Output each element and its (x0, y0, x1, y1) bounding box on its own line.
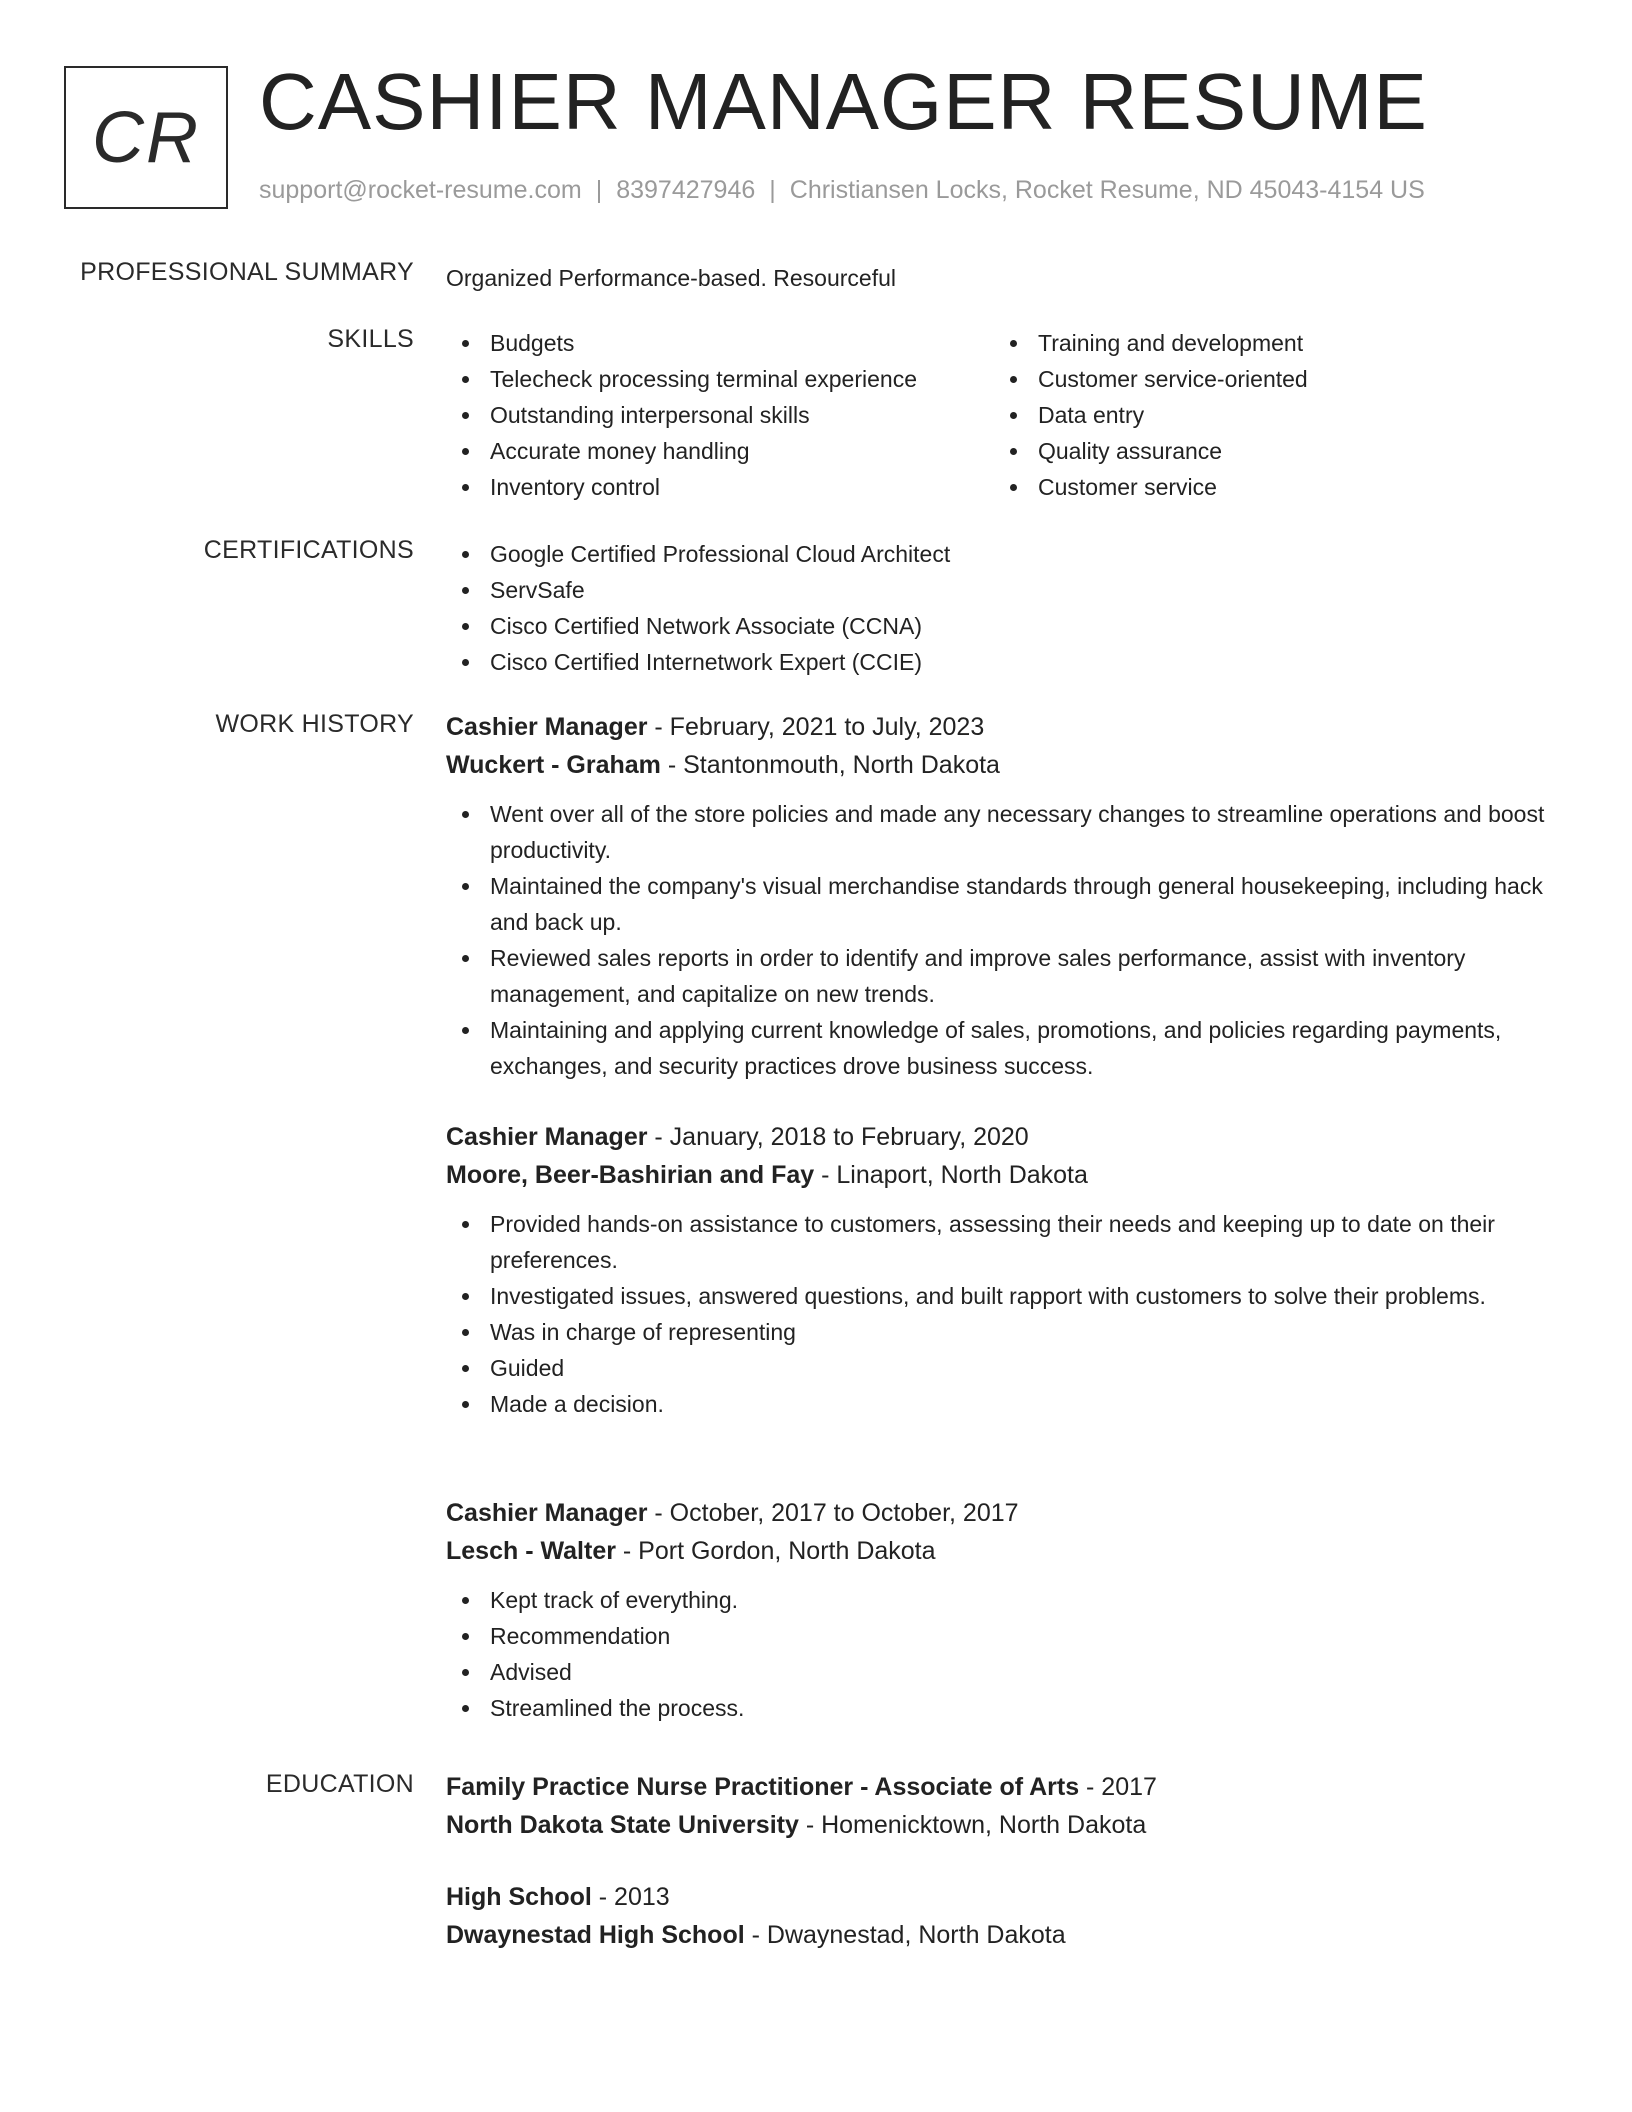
skill-item: Telecheck processing terminal experience (446, 361, 994, 397)
contact-address: Christiansen Locks, Rocket Resume, ND 45043-4154 US (789, 176, 1425, 204)
education-degree: High School (446, 1883, 592, 1911)
job-duty: Investigated issues, answered questions, and built rapport with customers to solve their problems. (446, 1278, 1566, 1314)
job-duty: Maintained the company's visual merchandise standards through general housekeeping, including hack and back up. (446, 868, 1566, 940)
education-year: - 2013 (591, 1883, 670, 1911)
education-degree-line (446, 1878, 1566, 1916)
certifications-body (446, 536, 1566, 680)
job-title: Cashier Manager (446, 1123, 648, 1151)
job-duties-list (446, 1206, 1566, 1422)
skill-item: Customer service-oriented (994, 361, 1542, 397)
job-company-line (446, 1156, 1566, 1194)
education-degree: Family Practice Nurse Practitioner - Associate of Arts (446, 1773, 1080, 1801)
job-title-line (446, 1494, 1566, 1532)
contact-line (259, 176, 1425, 205)
job-entry (446, 708, 1566, 1084)
job-duty: Guided (446, 1350, 1566, 1386)
education-school-line (446, 1916, 1566, 1954)
job-company: Wuckert - Graham (446, 751, 661, 779)
job-duty: Advised (446, 1654, 1566, 1690)
skills-left-list (446, 325, 994, 505)
education-year: - 2017 (1079, 1773, 1157, 1801)
job-dates: - October, 2017 to October, 2017 (647, 1499, 1019, 1527)
section-label-work-history: WORK HISTORY (215, 710, 414, 738)
contact-phone: 8397427946 (616, 176, 756, 204)
skill-item: Outstanding interpersonal skills (446, 397, 994, 433)
skill-item: Customer service (994, 469, 1542, 505)
job-duty: Reviewed sales reports in order to identify and improve sales performance, assist with inventory management, and capitalize on new trends. (446, 940, 1566, 1012)
education-entry (446, 1878, 1566, 1954)
job-company: Moore, Beer-Bashirian and Fay (446, 1161, 815, 1189)
job-duty: Provided hands-on assistance to customers, assessing their needs and keeping up to date on their preferences. (446, 1206, 1566, 1278)
section-label-skills: SKILLS (327, 325, 414, 353)
job-title: Cashier Manager (446, 713, 648, 741)
job-dates: - February, 2021 to July, 2023 (647, 713, 985, 741)
job-title: Cashier Manager (446, 1499, 648, 1527)
job-company-line (446, 746, 1566, 784)
job-duty: Went over all of the store policies and made any necessary changes to streamline operations and boost productivity. (446, 796, 1566, 868)
education-school: North Dakota State University (446, 1811, 799, 1839)
job-duty: Was in charge of representing (446, 1314, 1566, 1350)
skill-item: Budgets (446, 325, 994, 361)
skill-item: Quality assurance (994, 433, 1542, 469)
education-location: - Homenicktown, North Dakota (798, 1811, 1147, 1839)
certifications-list (446, 536, 1566, 680)
job-location: - Linaport, North Dakota (814, 1161, 1088, 1189)
education-location: - Dwaynestad, North Dakota (744, 1921, 1066, 1949)
monogram-logo: CR (64, 66, 228, 209)
skill-item: Accurate money handling (446, 433, 994, 469)
job-duty: Maintaining and applying current knowledge of sales, promotions, and policies regarding payments, exchanges, and security practices drove business success. (446, 1012, 1566, 1084)
job-duties-list (446, 1582, 1566, 1726)
certification-item: Google Certified Professional Cloud Architect (446, 536, 1566, 572)
job-title-line (446, 1118, 1566, 1156)
job-dates: - January, 2018 to February, 2020 (647, 1123, 1029, 1151)
job-company-line (446, 1532, 1566, 1570)
job-duty: Recommendation (446, 1618, 1566, 1654)
contact-separator: | (769, 176, 776, 204)
job-title-line (446, 708, 1566, 746)
job-duty: Kept track of everything. (446, 1582, 1566, 1618)
job-location: - Stantonmouth, North Dakota (660, 751, 1000, 779)
job-entry (446, 1118, 1566, 1422)
job-duty: Made a decision. (446, 1386, 1566, 1422)
job-duties-list (446, 796, 1566, 1084)
certification-item: Cisco Certified Internetwork Expert (CCIE) (446, 644, 1566, 680)
skill-item: Inventory control (446, 469, 994, 505)
section-label-education: EDUCATION (265, 1770, 414, 1798)
job-company: Lesch - Walter (446, 1537, 616, 1565)
skill-item: Data entry (994, 397, 1542, 433)
skills-right-list (994, 325, 1542, 505)
certification-item: ServSafe (446, 572, 1566, 608)
education-degree-line (446, 1768, 1566, 1806)
summary-text: Organized Performance-based. Resourceful (446, 265, 897, 291)
education-entry (446, 1768, 1566, 1844)
job-entry (446, 1494, 1566, 1726)
section-label-summary: PROFESSIONAL SUMMARY (80, 258, 414, 286)
education-school-line (446, 1806, 1566, 1844)
job-location: - Port Gordon, North Dakota (615, 1537, 936, 1565)
education-school: Dwaynestad High School (446, 1921, 745, 1949)
skills-columns (446, 325, 1566, 505)
skill-item: Training and development (994, 325, 1542, 361)
section-label-certifications: CERTIFICATIONS (203, 536, 414, 564)
contact-email: support@rocket-resume.com (259, 176, 582, 204)
contact-separator: | (595, 176, 603, 204)
job-duty: Streamlined the process. (446, 1690, 1566, 1726)
certification-item: Cisco Certified Network Associate (CCNA) (446, 608, 1566, 644)
resume-title: CASHIER MANAGER RESUME (259, 57, 1428, 146)
